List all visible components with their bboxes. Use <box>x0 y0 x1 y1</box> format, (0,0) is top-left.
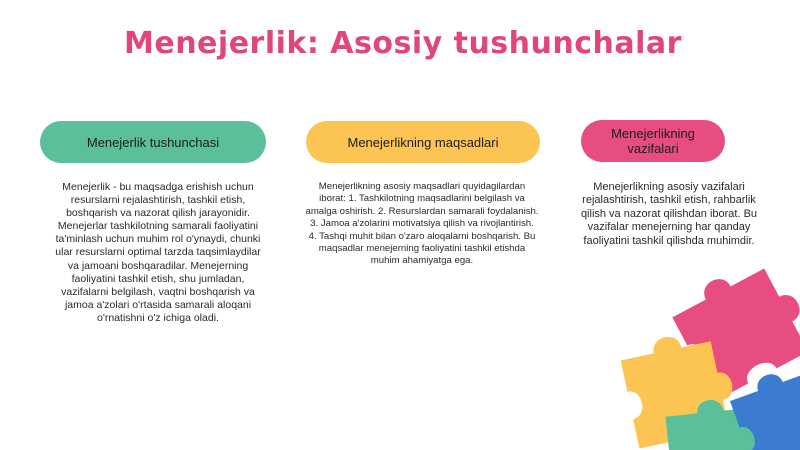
section-text-goals: Menejerlikning asosiy maqsadlari quyidagilardan iborat: 1. Tashkilotning maqsadlarini belgilash va amalga oshirish. 2. Resurslardan samarali foydalanish. 3. Jamoa a'zolarini motivatsiya qilish va rivojlantirish. 4. Tashqi muhit bilan o'zaro aloqalarni boshqarish. Bu maqsadlar menejerning faoliyatini tashkil etishda muhim ahamiyatga ega. <box>305 181 539 267</box>
section-heading-tasks: Menejerlikning vazifalari <box>581 120 725 162</box>
puzzle-pieces-icon <box>600 260 800 450</box>
section-text-tasks: Menejerlikning asosiy vazifalari rejalashtirish, tashkil etish, rahbarlik qilish va nazorat qilishdan iborat. Bu vazifalar menejerning har qanday faoliyatini tashkil qilishda muhimdir. <box>580 181 758 247</box>
section-text-concept: Menejerlik - bu maqsadga erishish uchun resurslarni rejalashtirish, tashkil etish, boshqarish va nazorat qilish jarayonidir. Menejerlar tashkilotning samarali faoliyatini ta'minlash uchun muhim rol o'ynaydi, chunki ular resurslarni optimal tarzda taqsimlaydilar va jamoani boshqaradilar. Menejerning faoliyatini tashkil etish, shu jumladan, vazifalarni belgilash, vaqtni boshqarish va jamoa a'zolari o'rtasida samarali aloqani o'rnatishni o'z ichiga oladi. <box>55 181 261 324</box>
section-heading-concept: Menejerlik tushunchasi <box>40 121 266 163</box>
section-heading-goals: Menejerlikning maqsadlari <box>306 121 540 163</box>
page-title: Menejerlik: Asosiy tushunchalar <box>124 26 682 61</box>
